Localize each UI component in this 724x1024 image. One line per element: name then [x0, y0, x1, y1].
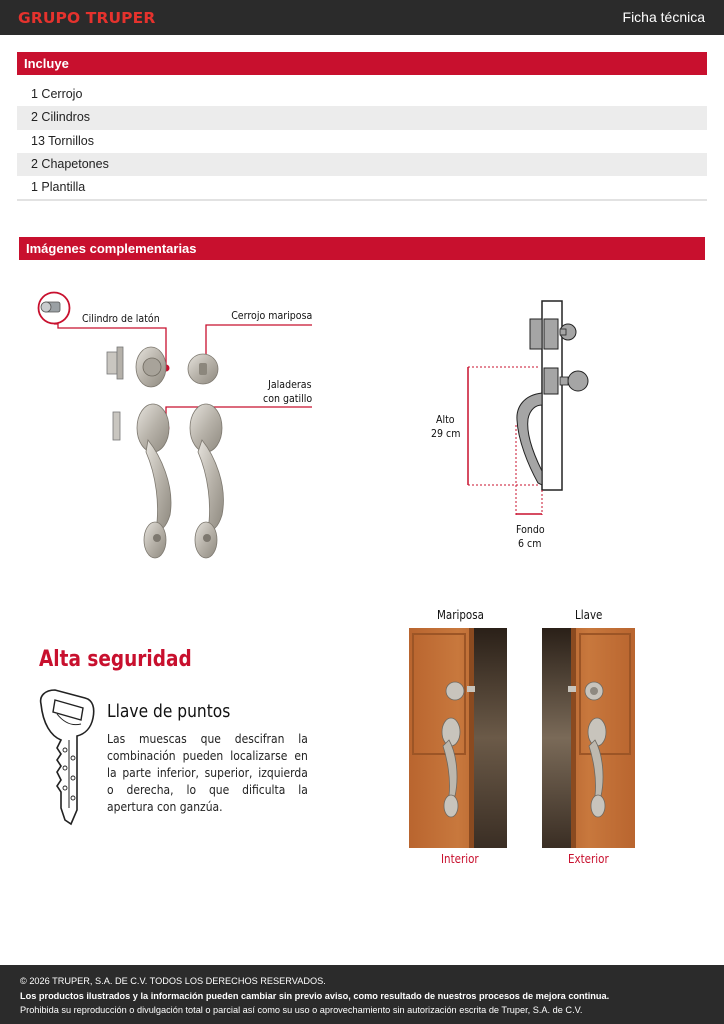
height-value: 29 cm: [431, 427, 461, 440]
key-type-title: Llave de puntos: [107, 701, 231, 722]
depth-label: Fondo: [516, 523, 545, 536]
brand-logo: GRUPO TRUPER: [18, 9, 156, 27]
list-item: 13 Tornillos: [31, 133, 95, 148]
list-item: 2 Chapetones: [17, 153, 707, 176]
cylinder-label: Cilindro de latón: [82, 312, 160, 325]
list-item: 1 Cerrojo: [31, 87, 83, 101]
key-icon: [35, 688, 105, 828]
includes-section-header: [17, 52, 707, 75]
document-type-label: Ficha técnica: [622, 9, 705, 25]
images-section-title: Imágenes complementarias: [26, 241, 197, 256]
includes-list: [17, 83, 707, 201]
deadbolt-label: Cerrojo mariposa: [230, 309, 312, 322]
security-heading: Alta seguridad: [39, 647, 192, 672]
photo-right-caption: Exterior: [568, 852, 609, 866]
includes-title: Incluye: [24, 56, 69, 71]
photo-left-caption: Interior: [441, 852, 479, 866]
photo-right-title: Llave: [575, 608, 603, 622]
footer: [0, 965, 724, 1024]
handles-label-line2: con gatillo: [262, 392, 312, 405]
photo-left-title: Mariposa: [437, 608, 484, 622]
list-item: 1 Plantilla: [31, 180, 86, 195]
cylinder-icon: [39, 293, 70, 324]
lock-parts-illustration: [0, 280, 330, 580]
door-photo-interior: [409, 628, 507, 848]
depth-value: 6 cm: [518, 537, 542, 550]
footer-copyright: © 2026 TRUPER, S.A. DE C.V. TODOS LOS DERECHOS RESERVADOS.: [20, 976, 326, 986]
top-header-bar: [0, 0, 724, 35]
footer-disclaimer: Los productos ilustrados y la información pueden cambiar sin previo aviso, como resultado de nuestros procesos de mejora continua.: [20, 990, 610, 1001]
height-label: Alto: [436, 413, 455, 426]
door-photo-exterior: [542, 628, 635, 848]
list-item: 2 Cilindros: [17, 106, 707, 129]
footer-prohibition: Prohibida su reproducción o divulgación total o parcial así como su uso o aprovechamiento sin autorización escrita de Truper, S.A. de C.V.: [20, 1005, 583, 1016]
handles-label-line1: Jaladeras: [268, 378, 312, 391]
key-type-description: Las muescas que descifran la combinación pueden localizarse en la parte inferior, superior, izquierda o derecha, lo que dificulta la apertura con ganzúa.: [107, 731, 308, 814]
images-section-header: [19, 237, 705, 260]
